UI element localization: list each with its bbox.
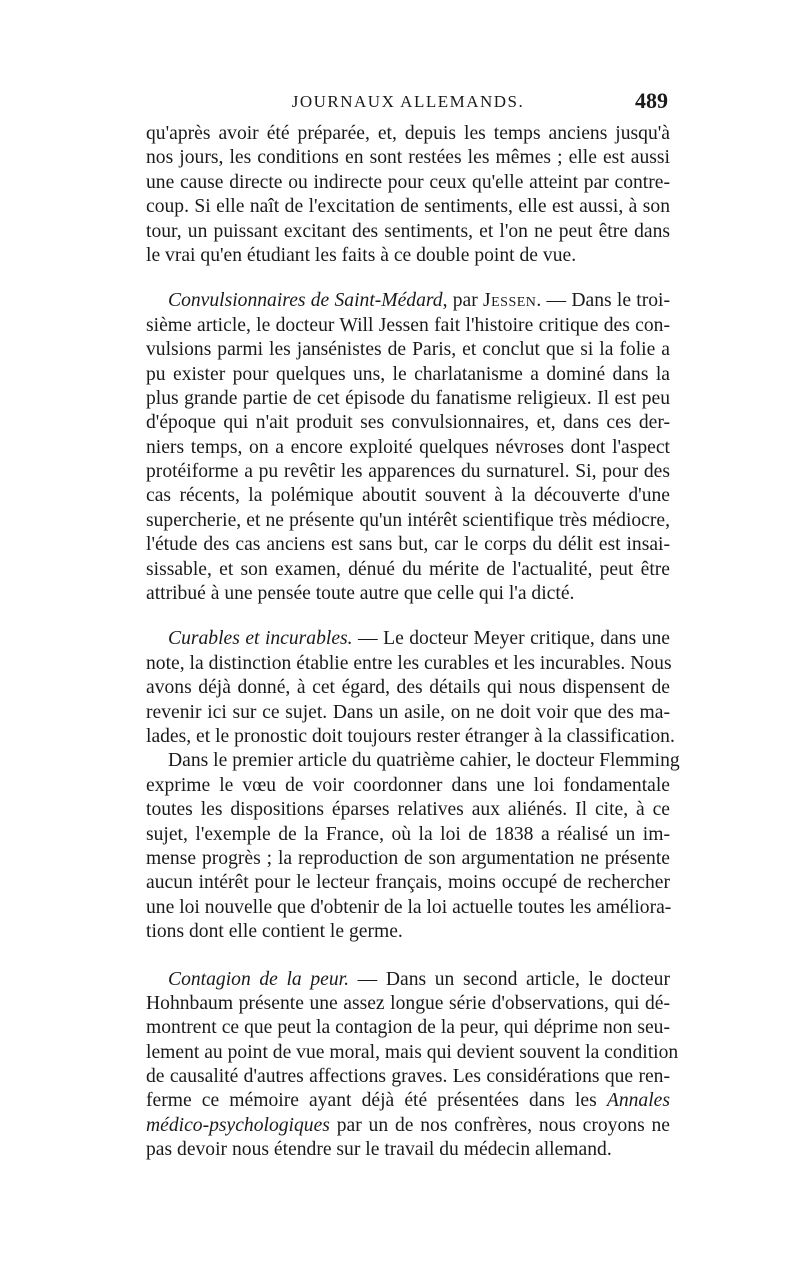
text-line: l'étude des cas anciens est sans but, car le corps du délit est insai-	[146, 534, 670, 556]
text-line: qu'après avoir été préparée, et, depuis les temps anciens jusqu'à	[146, 123, 670, 144]
body-text	[146, 122, 680, 1163]
text-line: avons déjà donné, à cet égard, des détails qui nous dispensent de	[146, 677, 670, 699]
paragraph-convulsionnaires	[146, 289, 670, 606]
paragraph-flemming	[146, 749, 680, 944]
paragraph-contagion	[146, 968, 679, 1163]
text-line: cas récents, la polémique aboutit souvent à la découverte d'une	[146, 485, 670, 507]
text-line: montrent ce que peut la contagion de la peur, qui déprime non seu-	[146, 1017, 670, 1039]
text-line: coup. Si elle naît de l'excitation de sentiments, elle est aussi, à son	[146, 196, 670, 218]
text-line: note, la distinction établie entre les curables et les incurables. Nous	[146, 652, 672, 674]
text-line: médico-psychologiques par un de nos confrères, nous croyons ne	[146, 1114, 670, 1136]
text-line: Contagion de la peur. — Dans un second article, le docteur	[168, 968, 670, 990]
text-line: vulsions parmi les jansénistes de Paris, et conclut que si la folie a	[146, 339, 670, 361]
text-line: attribué à une pensée toute autre que celle qui l'a dicté.	[146, 583, 575, 605]
text-line: Dans le premier article du quatrième cahier, le docteur Flemming	[168, 750, 680, 772]
text-line: Convulsionnaires de Saint-Médard, par Jessen. — Dans le troi-	[168, 290, 671, 312]
text-line: mense progrès ; la reproduction de son argumentation ne présente	[146, 847, 670, 869]
text-line: une loi nouvelle que d'obtenir de la loi actuelle toutes les améliora-	[146, 896, 672, 918]
text-line: pas devoir nous étendre sur le travail du médecin allemand.	[146, 1139, 612, 1161]
section-title: Contagion de la peur.	[168, 968, 349, 990]
text-line: Hohnbaum présente une assez longue série d'observations, qui dé-	[146, 992, 670, 1014]
text-line: une cause directe ou indirecte pour ceux qu'elle atteint par contre-	[146, 171, 670, 193]
text-line: Curables et incurables. — Le docteur Meyer critique, dans une	[168, 628, 670, 650]
text-line: d'époque qui n'ait produit ses convulsionnaires, et, dans ces der-	[146, 412, 670, 434]
page-header	[146, 88, 670, 118]
text-line: exprime le vœu de voir coordonner dans une loi fondamentale	[146, 774, 670, 796]
page-number: 489	[635, 88, 668, 113]
text-line: tour, un puissant excitant des sentiments, et l'on ne peut être dans	[146, 220, 670, 242]
text-line: sissable, et son examen, dénué du mérite de l'actualité, peut être	[146, 558, 670, 580]
paragraph-curables	[146, 627, 675, 749]
text-line: lades, et le pronostic doit toujours rester étranger à la classification.	[146, 725, 675, 747]
text-line: pu exister pour quelques uns, le charlatanisme a dominé dans la	[146, 363, 670, 385]
text-line: niers temps, on a encore exploité quelques névroses dont l'aspect	[146, 436, 670, 458]
text-line: supercherie, et ne présente qu'un intérêt scientifique très médiocre,	[146, 509, 670, 531]
journal-title: médico-psychologiques	[146, 1114, 330, 1136]
text-line: toutes les dispositions éparses relatives aux aliénés. Il cite, à ce	[146, 799, 670, 821]
text-line: nos jours, les conditions en sont restées les mêmes ; elle est aussi	[146, 147, 670, 169]
text-line: de causalité d'autres affections graves. Les considérations que ren-	[146, 1066, 670, 1088]
section-title: Convulsionnaires de Saint-Médard	[168, 290, 443, 312]
paragraph-1	[146, 122, 670, 268]
text-line: sujet, l'exemple de la France, où la loi de 1838 a réalisé un im-	[146, 823, 670, 845]
section-title: Curables et incurables.	[168, 628, 353, 650]
text-line: lement au point de vue moral, mais qui devient souvent la condition	[146, 1041, 679, 1063]
text-line: sième article, le docteur Will Jessen fait l'histoire critique des con-	[146, 314, 670, 336]
running-head: JOURNAUX ALLEMANDS.	[291, 92, 525, 111]
text-line: le vrai qu'en étudiant les faits à ce double point de vue.	[146, 244, 577, 266]
journal-title: Annales	[606, 1090, 670, 1112]
text-line: tions dont elle contient le germe.	[146, 921, 403, 943]
text-line: plus grande partie de cet épisode du fanatisme religieux. Il est peu	[146, 387, 670, 409]
text-line: aucun intérêt pour le lecteur français, moins occupé de rechercher	[146, 872, 670, 894]
author-name: Jessen	[483, 290, 537, 312]
text-line: revenir ici sur ce sujet. Dans un asile, on ne doit voir que des ma-	[146, 701, 670, 723]
text-line: ferme ce mémoire ayant déjà été présentées dans les Annales	[146, 1090, 670, 1112]
text-line: protéiforme a pu revêtir les apparences du surnaturel. Si, pour des	[146, 461, 670, 483]
